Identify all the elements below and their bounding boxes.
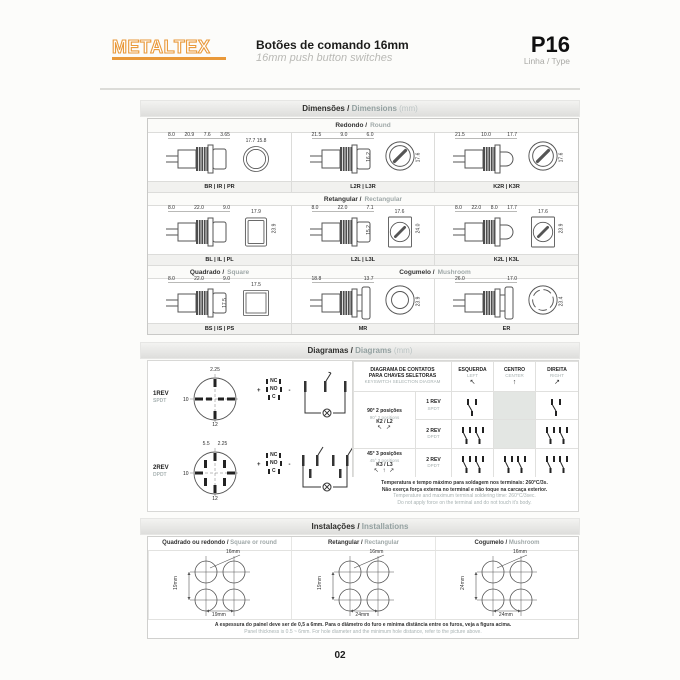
- installations-table: [147, 536, 579, 639]
- contact-diagram-cell: [535, 419, 578, 448]
- side-view-drawing: [453, 284, 519, 322]
- title-portuguese: Botões de comando 16mm: [256, 38, 409, 52]
- dim-value: 17.6: [538, 208, 548, 215]
- front-view-drawing: [241, 144, 271, 174]
- front-view-drawing: [241, 215, 271, 249]
- dim-value: 22.0: [471, 204, 482, 211]
- dim-value: 17.6: [415, 152, 422, 163]
- side-view-drawing: [453, 140, 519, 178]
- dim-value: 15.2: [365, 225, 372, 235]
- dim-value: 9.0: [223, 275, 230, 282]
- front-view-drawing: [527, 283, 559, 317]
- keyswitch-table: [352, 361, 578, 477]
- dim-value: 17.6: [394, 208, 405, 215]
- drill-pattern-drawing: [459, 549, 545, 618]
- rev-cell: 1 REV SPDT: [415, 391, 451, 419]
- row-header-round: Redondo / Round: [148, 119, 578, 132]
- drill-pattern-drawing: [172, 549, 258, 618]
- dim-value: 22.0: [194, 204, 204, 211]
- dim-cell-k2r-k3r: [434, 132, 578, 181]
- rev-cell: 2 REV DPDT: [415, 448, 451, 477]
- dim-value: 17.0: [507, 275, 517, 282]
- horizontal-spacing-label: 19mm: [211, 612, 226, 618]
- dpdt-contact-icon: [460, 423, 486, 445]
- section-unit: (mm): [399, 104, 418, 113]
- vertical-spacing-label: 24mm: [459, 576, 466, 590]
- dim-cell-bl-il-pl: [148, 205, 291, 254]
- line-code: P16: [530, 32, 570, 57]
- hole-diameter-label: 16mm: [369, 549, 384, 555]
- dim-value: 2.25: [210, 367, 220, 373]
- dim-value: 7.6: [203, 131, 211, 138]
- group-45deg-3pos: 45° 3 posições 45° 3 positions K3 / L3 ↖ ↑ ↗: [353, 448, 415, 477]
- empty-center-cell: [493, 391, 535, 419]
- position-arrows-icon: ↖ ↗: [377, 424, 392, 431]
- dim-value: 17.7: [507, 131, 517, 138]
- dim-value: 21.5: [455, 131, 465, 138]
- side-view-drawing: [310, 284, 376, 322]
- note-line-en: Do not apply force on the terminal and do not touch it's body.: [397, 499, 532, 506]
- row-header-rectangular: Retangular / Rectangular: [148, 192, 578, 205]
- contact-label: NO: [266, 461, 282, 466]
- front-view-drawing: [527, 139, 559, 173]
- col-header-right: DIREITA RIGHT ↗: [535, 361, 578, 391]
- installation-drawings: [148, 551, 578, 619]
- logo-text: METALTEX: [112, 37, 211, 57]
- model-label: K2L | K3L: [434, 254, 578, 265]
- dim-value: 24.0: [415, 223, 422, 233]
- empty-center-cell: [493, 419, 535, 448]
- install-header-square-round: Quadrado ou redondo / Square or round: [162, 540, 277, 546]
- title-english: 16mm push button switches: [256, 52, 393, 64]
- contact-label: C: [268, 395, 280, 400]
- contact-diagram-cell: [451, 419, 493, 448]
- dim-value: 12: [212, 496, 218, 502]
- col-header-center: CENTRO CENTER ↑: [493, 361, 535, 391]
- contact-diagram-cell: [493, 448, 535, 477]
- install-header-mushroom: Cogumelo / Mushroom: [435, 537, 578, 550]
- arrow-up-icon: ↑: [512, 378, 517, 386]
- terminal-layout-drawing: [182, 367, 248, 428]
- logo-underline-bar: [112, 57, 226, 60]
- col-header-left: ESQUERDA LEFT ↖: [451, 361, 493, 391]
- minus-sign: -: [288, 388, 291, 394]
- dim-cell-l2r-l3r: [291, 132, 434, 181]
- model-label: BL | IL | PL: [148, 254, 291, 265]
- dim-value: 8.0: [490, 204, 498, 211]
- dim-labels: [310, 132, 376, 138]
- document-title: [256, 39, 409, 65]
- dim-value: 2.25: [217, 441, 228, 447]
- vertical-spacing-label: 19mm: [172, 576, 179, 590]
- dim-value: 17.7: [507, 204, 517, 211]
- dim-cell-mr: [291, 275, 434, 323]
- dim-value: 26.0: [455, 275, 465, 282]
- model-label: BS | IS | PS: [148, 323, 291, 334]
- page-number: 02: [334, 650, 346, 661]
- terminal-layout-drawing: [182, 441, 248, 502]
- row-header-square: Quadrado / Square: [148, 265, 291, 278]
- dim-value: 8.0: [168, 275, 175, 282]
- hole-diameter-label: 16mm: [226, 549, 240, 555]
- contact-diagram-cell: [451, 391, 493, 419]
- diagram-1rev: [150, 365, 352, 435]
- rev-label: 1REV SPDT: [153, 391, 169, 404]
- section-title-en: Dimensions: [351, 104, 397, 113]
- dim-value: 16.2: [365, 152, 372, 162]
- contact-label: NO: [266, 387, 282, 392]
- contact-label: NC: [266, 379, 281, 384]
- row-header-mushroom: Cogumelo / Mushroom: [291, 265, 578, 278]
- dim-value: 7.1: [366, 204, 374, 211]
- front-view-drawing: [384, 139, 416, 173]
- front-view-drawing: [241, 288, 271, 318]
- dim-value: 12: [212, 422, 218, 428]
- line-code-block: [455, 34, 570, 66]
- dim-value: 9.0: [340, 131, 348, 138]
- spdt-contact-icon: [544, 395, 570, 417]
- note-line-en: Temperature and maximum terminal soldering time: 260°C/3sec.: [393, 493, 536, 499]
- horizontal-spacing-label: 24mm: [498, 612, 513, 618]
- minus-sign: -: [288, 462, 291, 468]
- front-view-drawing: [385, 215, 415, 249]
- installation-note: [148, 619, 578, 638]
- diagrams-panel: [147, 360, 579, 512]
- drill-holes-drawing: [326, 552, 402, 618]
- dim-value: 22.0: [194, 275, 204, 282]
- drill-holes-drawing: [182, 552, 258, 618]
- spdt-contact-icon: [460, 395, 486, 417]
- dim-labels: [453, 132, 519, 138]
- header-divider: [100, 88, 580, 90]
- model-label: L2R | L3R: [291, 181, 434, 192]
- dim-value: 22.0: [337, 204, 348, 211]
- metaltex-logo: [112, 38, 242, 60]
- dim-value: 15.8: [256, 137, 267, 144]
- dial-drawing: [189, 373, 241, 425]
- rev-cell: 2 REV DPDT: [415, 419, 451, 448]
- drill-pattern-drawing: [316, 549, 402, 618]
- soldering-notes: [352, 480, 577, 506]
- model-label: L2L | L3L: [291, 254, 434, 265]
- dpdt-contact-icon: [544, 452, 570, 474]
- dim-value: 10: [183, 471, 189, 477]
- side-view-drawing: [453, 213, 519, 251]
- contact-diagram-cell: [535, 391, 578, 419]
- group-90deg-2pos: 90° 2 posições 90° 2 positions K2 / L2 ↖ ↗: [353, 391, 415, 448]
- dim-value: 17.6: [558, 152, 565, 163]
- install-header-rectangular: Retangular / Rectangular: [291, 537, 435, 550]
- dim-value: 17.9: [251, 208, 261, 215]
- dim-value: 17.7: [245, 137, 256, 144]
- arrow-up-right-icon: ↗: [554, 378, 560, 386]
- keyswitch-table-title: DIAGRAMA DE CONTATOS PARA CHAVES SELETORAS KEYSWITCH SELECTION DIAGRAM: [353, 361, 451, 391]
- line-code-subtitle: Linha / Type: [523, 56, 570, 66]
- dim-value: 17.5: [251, 281, 261, 288]
- dim-value: 21.5: [311, 131, 322, 138]
- dim-value: 23.9: [415, 296, 422, 307]
- contact-legend: [257, 452, 291, 474]
- note-line-en: Panel thickness is 0.5 ~ 6mm. For hole diameter and the minimum hole distance, refer to the picture above.: [244, 628, 482, 635]
- dim-value: 8.0: [168, 204, 175, 211]
- model-label: ER: [434, 323, 578, 334]
- dim-cell-br-ir-pr: [148, 132, 291, 181]
- dim-value: 10.0: [481, 131, 491, 138]
- dpdt-contact-icon: [502, 452, 528, 474]
- dpdt-contact-icon: [544, 423, 570, 445]
- dim-value: 8.0: [311, 204, 319, 211]
- drill-holes-drawing: [469, 552, 545, 618]
- drill-pattern-cell: [291, 551, 435, 619]
- dim-value: 8.0: [455, 204, 462, 211]
- side-view-drawing: [166, 213, 232, 251]
- diagram-2rev: [150, 439, 352, 509]
- rev-label: 2REV DPDT: [153, 465, 169, 478]
- dim-value: 23.4: [558, 296, 565, 307]
- note-line-pt: Temperatura e tempo máximo para soldagem nos terminais: 260°C/3s.: [381, 480, 548, 486]
- position-arrows-icon: ↖ ↑ ↗: [373, 467, 396, 474]
- model-label: MR: [291, 323, 434, 334]
- dim-value: 18.8: [311, 275, 322, 282]
- section-title-pt: Dimensões /: [302, 104, 350, 113]
- dim-value: 8.0: [168, 131, 175, 138]
- dim-value: 23.9: [558, 223, 565, 233]
- contact-label: C: [268, 469, 280, 474]
- vertical-spacing-label: 19mm: [316, 576, 323, 590]
- section-bar-installations: Instalações / Installations: [140, 518, 580, 535]
- dial-drawing: [189, 447, 241, 499]
- front-view-drawing: [384, 283, 416, 317]
- section-bar-dimensions: [140, 100, 580, 117]
- wiring-schematic: [300, 443, 358, 500]
- model-label: K2R | K3R: [434, 181, 578, 192]
- dim-cell-er: [434, 275, 578, 323]
- note-line-pt: A espessura do painel deve ser de 0,5 a 6mm. Para o diâmetro do furo e mínima distância entre os furos, veja a figura acima.: [214, 622, 512, 628]
- dim-value: 23.9: [271, 223, 278, 233]
- dim-value: 20.9: [184, 131, 195, 138]
- note-line-pt: Não exerça força externa no terminal e não toque na carcaça exterior.: [381, 486, 548, 493]
- dim-value: 13.7: [363, 275, 374, 282]
- wiring-schematic: [300, 369, 352, 426]
- hole-diameter-label: 16mm: [513, 549, 527, 555]
- dim-value: 17.5: [221, 298, 228, 308]
- dim-cell-k2l-k3l: [434, 205, 578, 254]
- dim-value: 9.0: [223, 204, 230, 211]
- section-bar-diagrams: Diagramas / Diagrams (mm): [140, 342, 580, 359]
- plus-sign: +: [257, 388, 261, 394]
- dim-value: 5.5: [202, 441, 210, 447]
- side-view-drawing: [166, 140, 232, 178]
- contact-diagram-cell: [451, 448, 493, 477]
- dim-value: 6.0: [366, 131, 374, 138]
- contact-legend: [257, 378, 291, 400]
- dpdt-contact-icon: [460, 452, 486, 474]
- model-label: BR | IR | PR: [148, 181, 291, 192]
- dim-value: 3.65: [220, 131, 230, 138]
- horizontal-spacing-label: 24mm: [355, 612, 370, 618]
- arrow-up-left-icon: ↖: [469, 378, 476, 386]
- plus-sign: +: [257, 462, 261, 468]
- drill-pattern-cell: [148, 551, 291, 619]
- drill-pattern-cell: [435, 551, 578, 619]
- dim-cell-l2l-l3l: [291, 205, 434, 254]
- front-view-drawing: [528, 215, 558, 249]
- dim-cell-bs-is-ps: [148, 275, 291, 323]
- dim-value: 10: [183, 397, 189, 403]
- contact-diagram-cell: [535, 448, 578, 477]
- contact-label: NC: [266, 453, 281, 458]
- dimensions-table: [147, 118, 579, 335]
